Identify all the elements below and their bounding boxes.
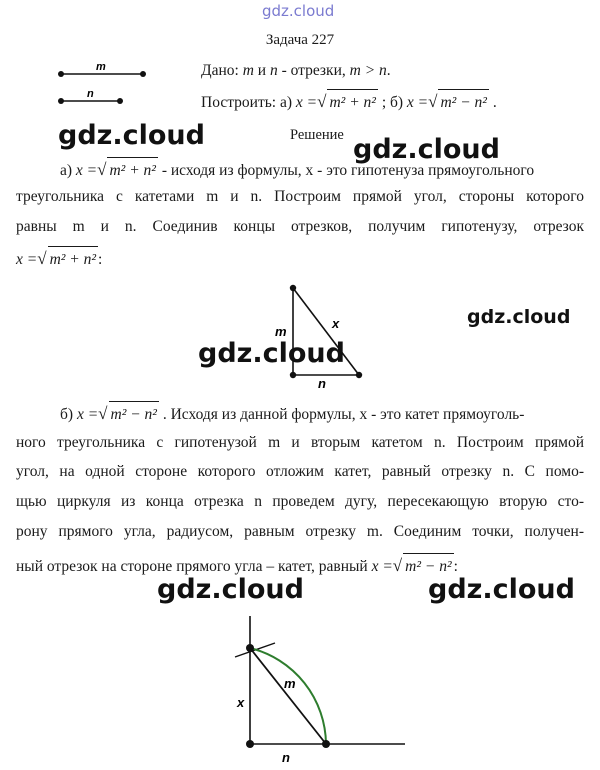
construct-prefix: Построить: а) bbox=[201, 94, 293, 111]
given-n: n bbox=[269, 62, 278, 79]
part-b-line-5: рону прямого угла, радиусом, равным отрезку m. Соединим точки, получен- bbox=[16, 523, 584, 540]
construct-eq-b: x = bbox=[406, 94, 429, 111]
construct-dot: . bbox=[492, 94, 497, 111]
part-a-line-3: равны m и n. Соединив концы отрезков, получим гипотенузу, отрезок bbox=[16, 218, 584, 235]
watermark-3: gdz.cloud bbox=[198, 338, 345, 369]
vertex-end bbox=[356, 372, 362, 378]
watermark-4: gdz.cloud bbox=[467, 306, 571, 328]
vertex-right-angle-2 bbox=[246, 740, 254, 748]
part-a-line-1 bbox=[60, 157, 534, 184]
part-b-lead: б) bbox=[60, 406, 74, 423]
fig2-label-m: m bbox=[284, 676, 296, 691]
fig2-label-n: n bbox=[282, 750, 290, 765]
part-b-line-3: угол, на одной стороне которого отложим катет, равный отрезку n. С помо- bbox=[16, 463, 584, 480]
watermark-1: gdz.cloud bbox=[58, 120, 205, 151]
part-a-lead: а) bbox=[60, 162, 73, 179]
watermark-6: gdz.cloud bbox=[428, 574, 575, 605]
construct-radicand-b: m² − n² bbox=[438, 89, 488, 116]
watermark-2: gdz.cloud bbox=[353, 134, 500, 165]
segment-n-start bbox=[58, 98, 64, 104]
figure-2-compass-construction bbox=[225, 616, 410, 768]
part-b-line-6-eq: x = bbox=[371, 558, 393, 575]
fig2-label-x: x bbox=[237, 695, 245, 710]
vertex-top bbox=[290, 285, 296, 291]
construct-line bbox=[201, 89, 497, 116]
part-a-eq: x = bbox=[75, 162, 98, 179]
part-b-line-6-radicand: m² − n² bbox=[403, 553, 453, 580]
figure-1-right-triangle bbox=[265, 278, 385, 390]
part-a-line-1-rest: - исходя из формулы, x - это гипотенуза прямоугольного bbox=[161, 162, 535, 179]
segment-n-end bbox=[117, 98, 123, 104]
part-a-line-4-end: : bbox=[98, 251, 103, 268]
part-a-line-2: треугольника с катетами m и n. Построим прямой угол, стороны которого bbox=[16, 188, 584, 205]
arc-intersection-point bbox=[246, 644, 254, 652]
sqrt-icon: √ bbox=[392, 556, 403, 575]
part-b-eq: x = bbox=[76, 406, 99, 423]
sqrt-icon: √ bbox=[37, 249, 47, 268]
part-b-line-1-rest: . Исходя из данной формулы, x - это катет прямоуголь- bbox=[162, 406, 525, 423]
segment-m-label: m bbox=[96, 61, 106, 73]
fig1-label-x: x bbox=[332, 316, 340, 331]
given-condition: m > n bbox=[349, 62, 387, 79]
given-segments bbox=[50, 58, 160, 108]
segment-n-label: n bbox=[87, 88, 94, 100]
part-a-radicand: m² + n² bbox=[107, 157, 157, 184]
part-b-line-1 bbox=[60, 401, 524, 428]
given-m: m bbox=[242, 62, 254, 79]
fig1-label-n: n bbox=[318, 376, 326, 390]
part-b-line-4: щью циркуля из конца отрезка n проведем дугу, пересекающую вторую сто- bbox=[16, 493, 584, 510]
construct-radicand-a: m² + n² bbox=[327, 89, 377, 116]
given-and: и bbox=[257, 62, 267, 79]
watermark-5: gdz.cloud bbox=[157, 574, 304, 605]
given-rest: - отрезки, bbox=[281, 62, 346, 79]
segment-m-end bbox=[140, 71, 146, 77]
part-b-radicand: m² − n² bbox=[109, 401, 159, 428]
part-b-line-6-end: : bbox=[453, 558, 458, 575]
given-dot: . bbox=[386, 62, 391, 79]
construct-eq-a: x = bbox=[295, 94, 318, 111]
sqrt-icon: √ bbox=[317, 92, 327, 111]
part-a-line-4-eq: x = bbox=[16, 251, 38, 268]
part-b-line-2: ного треугольника с гипотенузой m и вторым катетом n. Построим прямой bbox=[16, 434, 584, 451]
part-a-line-4 bbox=[16, 246, 102, 273]
given-line bbox=[201, 58, 391, 84]
fig1-label-m: m bbox=[275, 324, 287, 339]
part-a-line-4-radicand: m² + n² bbox=[48, 246, 98, 273]
sqrt-icon: √ bbox=[98, 404, 108, 423]
given-prefix: Дано: bbox=[201, 62, 239, 79]
segment-m-start bbox=[58, 71, 64, 77]
sqrt-icon: √ bbox=[428, 92, 438, 111]
task-title: Задача 227 bbox=[265, 32, 335, 48]
watermark-top: gdz.cloud bbox=[262, 2, 335, 20]
hypotenuse-m bbox=[250, 648, 326, 744]
part-b-line-6-text: ный отрезок на стороне прямого угла – катет, равный bbox=[16, 558, 368, 575]
segment-n-endpoint bbox=[322, 740, 330, 748]
sqrt-icon: √ bbox=[97, 160, 107, 179]
construct-sep: ; б) bbox=[381, 94, 404, 111]
vertex-right-angle bbox=[290, 372, 296, 378]
solution-heading: Решение bbox=[290, 127, 344, 143]
